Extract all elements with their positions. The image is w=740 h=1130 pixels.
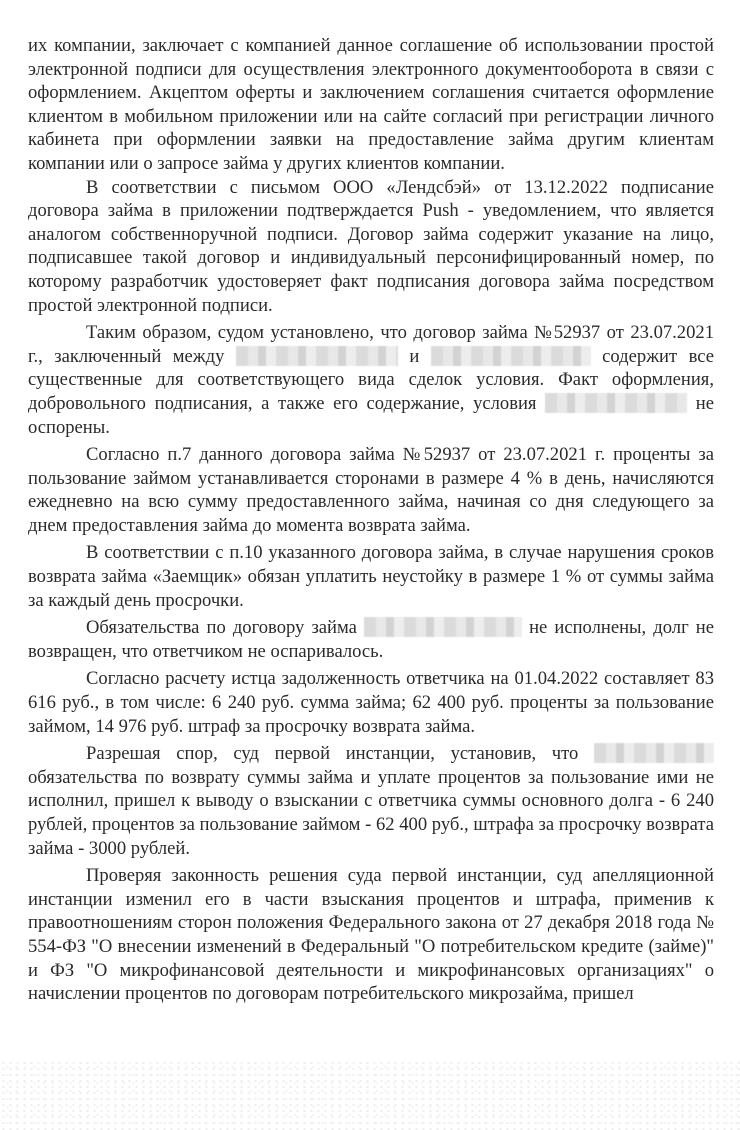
- paragraph-contract-established: [28, 321, 714, 439]
- redacted-party-name: [545, 393, 687, 413]
- paragraph-interest-terms: Согласно п.7 данного договора займа №52937 от 23.07.2021 г. проценты за пользование займом устанавливается сторонами в размере 4 % в день, начисляются ежедневно на всю сумму предоставленного займа, начиная со дня следующего за днем предоставления займа до момента возврата займа.: [28, 444, 714, 536]
- scan-noise: [0, 1060, 740, 1130]
- obligations-text-part1: Обязательства по договору займа: [86, 617, 357, 639]
- ruling-text-part2: обязательства по возврату суммы займа и уплате процентов за пользование ими не исполнил, пришел к выводу о взыскании с ответчика суммы основного долга - 6 240 рублей, процентов за пользование займом - 62 400 руб., штрафа за просрочку возврата займа - 3000 рублей.: [28, 766, 714, 859]
- contract-text-part3: содержит все существенные для соответствующего вида сделок условия. Факт оформления, добровольного подписания, а также его содержание, условия: [28, 345, 714, 414]
- obligations-text-part2: не исполнены, долг не возвращен, что ответчиком не оспаривалось.: [28, 617, 714, 662]
- redacted-party-name: [236, 346, 398, 366]
- contract-text-part4: не оспорены.: [28, 392, 714, 438]
- paragraph-lendsbay-letter: В соответствии с письмом ООО «Лендсбэй» от 13.12.2022 подписание договора займа в приложении подтверждается Push - уведомлением, что является аналогом собственноручной подписи. Договор займа содержит указание на лицо, подписавшее такой договор и индивидуальный персонифицированный номер, по которому разработчик удостоверяет факт подписания договора займа посредством простой электронной подписи.: [28, 176, 714, 316]
- ruling-text-part1: Разрешая спор, суд первой инстанции, установив, что: [86, 743, 579, 765]
- contract-text-part2: и: [409, 345, 420, 367]
- paragraph-electronic-signature-agreement: их компании, заключает с компанией данное соглашение об использовании простой электронной подписи для осуществления электронного документооборота в связи с оформлением. Акцептом оферты и заключением соглашения считается оформление клиентом в мобильном приложении или на сайте согласий при регистрации личного кабинета при оформлении заявки на предоставление займа другим клиентам компании или о запросе займа у других клиентов компании.: [28, 35, 714, 174]
- paragraph-debt-calculation: Согласно расчету истца задолженность ответчика на 01.04.2022 составляет 83 616 руб., в том числе: 6 240 руб. сумма займа; 62 400 руб. проценты за пользование займом, 14 976 руб. штраф за просрочку возврата займа.: [28, 668, 714, 737]
- paragraph-appeal-review: Проверяя законность решения суда первой инстанции, суд апелляционной инстанции изменил его в части взыскания процентов и штрафа, применив к правоотношениям сторон положения Федерального закона от 27 декабря 2018 года № 554-ФЗ "О внесении изменений в Федеральный "О потребительском кредите (займе)" и ФЗ "О микрофинансовой деятельности и микрофинансовых организациях" о начислении процентов по договорам потребительского микрозайма, пришел: [28, 865, 714, 1005]
- contract-text-part1: Таким образом, судом установлено, что договор займа №52937 от 23.07.2021 г., заключенный между: [28, 322, 714, 367]
- redacted-party-name: [431, 346, 591, 366]
- paragraph-first-instance-ruling: [28, 742, 714, 860]
- paragraph-obligations-unfulfilled: [28, 616, 714, 663]
- redacted-party-name: [594, 743, 714, 763]
- document-page: [28, 34, 714, 1006]
- paragraph-penalty-terms: В соответствии с п.10 указанного договора займа, в случае нарушения сроков возврата займа «Заемщик» обязан уплатить неустойку в размере 1 % от суммы займа за каждый день просрочки.: [28, 542, 714, 611]
- redacted-party-name: [364, 617, 522, 637]
